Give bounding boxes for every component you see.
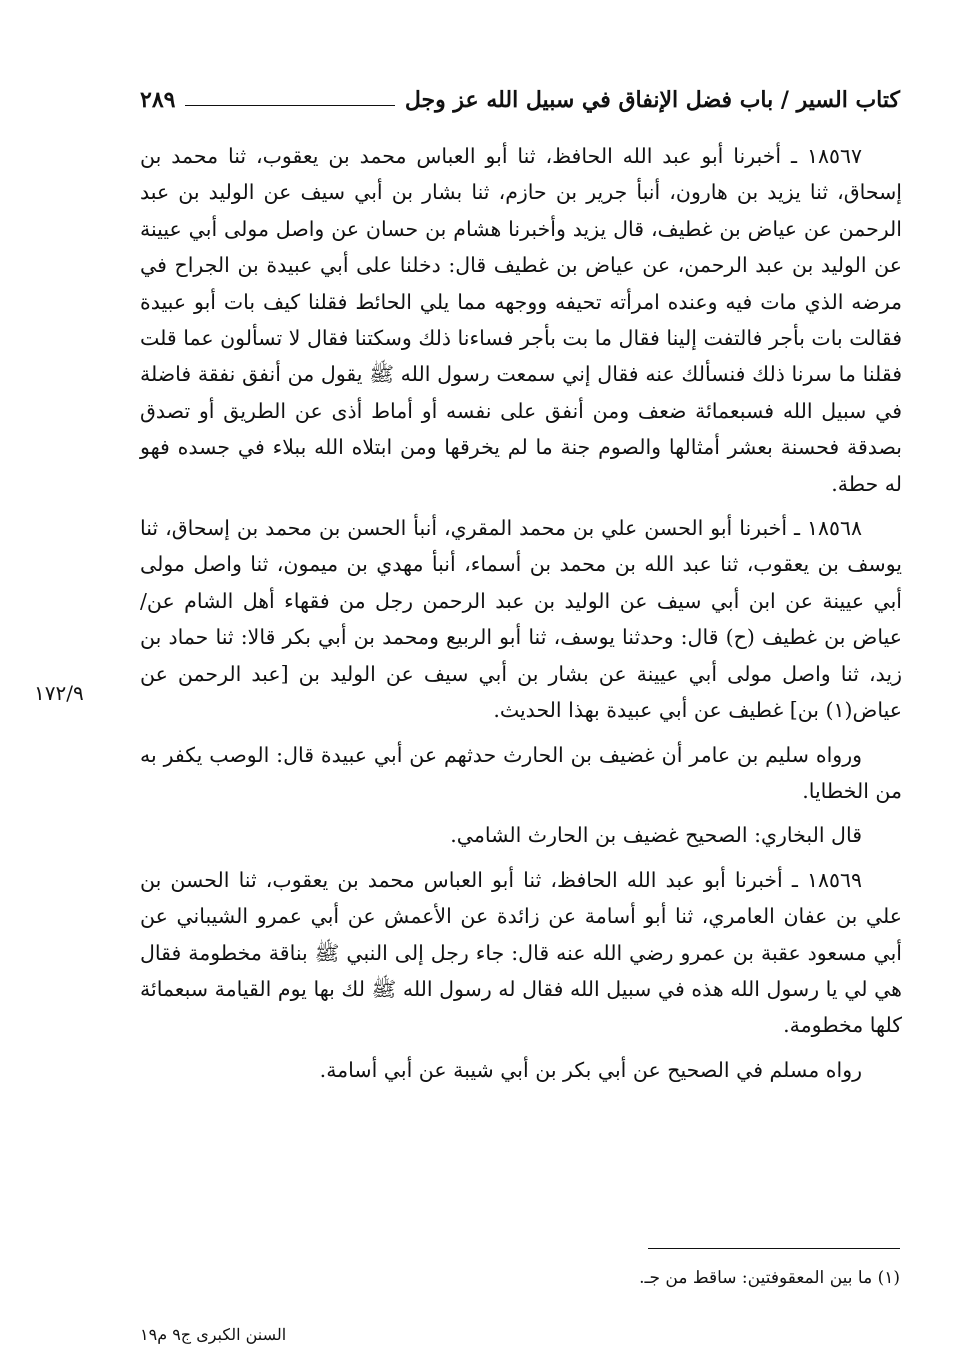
footnote-rule [648, 1248, 900, 1249]
footnote: (١) ما بين المعقوفتين: ساقط من جـ. [639, 1268, 900, 1288]
margin-reference: ١٧٢/٩ [34, 681, 84, 705]
hadith-18569: ١٨٥٦٩ ـ أخبرنا أبو عبد الله الحافظ، ثنا أبو العباس محمد بن يعقوب، ثنا الحسن بن علي بن عفان العامري، ثنا أبو أسامة عن زائدة عن الأعمش عن أبي عمرو الشيباني عن أبي مسعود عقبة بن عمرو رضي الله عنه قال: جاء رجل إلى النبي ﷺ بناقة مخطومة فقال هي لي يا رسول الله هذه في سبيل الله فقال له رسول الله ﷺ لك بها يوم القيامة سبعمائة كلها مخطومة. [140, 867, 902, 1038]
hadith-18567: ١٨٥٦٧ ـ أخبرنا أبو عبد الله الحافظ، ثنا أبو العباس محمد بن يعقوب، ثنا محمد بن إسحاق، ثنا يزيد بن هارون، أنبأ جرير بن حازم، ثنا بشار بن أبي سيف عن الوليد بن عبد الرحمن عن عياض بن غطيف، قال يزيد وأخبرنا هشام بن حسان عن واصل مولى أبي عيينة عن الوليد بن عبد الرحمن، عن عياض بن غطيف قال: دخلنا على أبي عبيدة بن الجراح في مرضه الذي مات فيه وعنده امرأته تحيفه ووجهه مما يلي الحائط فقلنا كيف بات أبو عبيدة فقالت بات بأجر فالتفت إلينا فقال ما بت بأجر فساءنا ذلك وسكتنا فقال لا تسألون عما قلت فقلنا ما سرنا ذلك فنسألك عنه فقال إني سمعت رسول الله ﷺ يقول من أنفق نفقة فاضلة في سبيل الله فسبعمائة ضعف ومن أنفق على نفسه أو أماط أذى عن الطريق أو تصدق بصدقة فحسنة بعشر أمثالها والصوم جنة ما لم يخرقها ومن ابتلاه الله ببلاء في جسده فهو له حطة. [140, 144, 902, 496]
muslim-note: رواه مسلم في الصحيح عن أبي بكر بن أبي شيبة عن أبي أسامة. [319, 1057, 862, 1082]
main-text [140, 138, 902, 1096]
bukhari-note: قال البخاري: الصحيح غضيف بن الحارث الشامي. [450, 823, 862, 848]
signature-mark: السنن الكبرى ج٩ م١٩ [140, 1325, 287, 1344]
hadith-18568: ١٨٥٦٨ ـ أخبرنا أبو الحسن علي بن محمد المقري، أنبأ الحسن بن محمد بن إسحاق، ثنا يوسف بن يعقوب، ثنا عبد الله بن محمد بن أسماء، أنبأ مهدي بن ميمون، ثنا واصل مولى أبي عيينة عن ابن أبي سيف عن الوليد بن عبد الرحمن رجل من فقهاء أهل الشام عن/ عياض بن غطيف (ح) قال: وحدثنا يوسف، ثنا أبو الربيع ومحمد بن أبي بكر قالا: ثنا حماد بن زيد، ثنا واصل مولى أبي عيينة عن بشار بن أبي سيف عن الوليد بن [عبد الرحمن عن عياض(١) بن] غطيف عن أبي عبيدة بهذا الحديث. [140, 516, 902, 723]
narration-note: ورواه سليم بن عامر أن غضيف بن الحارث حدثهم عن أبي عبيدة قال: الوصب يكفر به من الخطايا. [140, 742, 902, 803]
header-rule [185, 105, 394, 106]
page-number: ٢٨٩ [140, 87, 176, 113]
header-title: كتاب السير / باب فضل الإنفاق في سبيل الله عز وجل [404, 87, 900, 113]
running-header [140, 82, 900, 118]
